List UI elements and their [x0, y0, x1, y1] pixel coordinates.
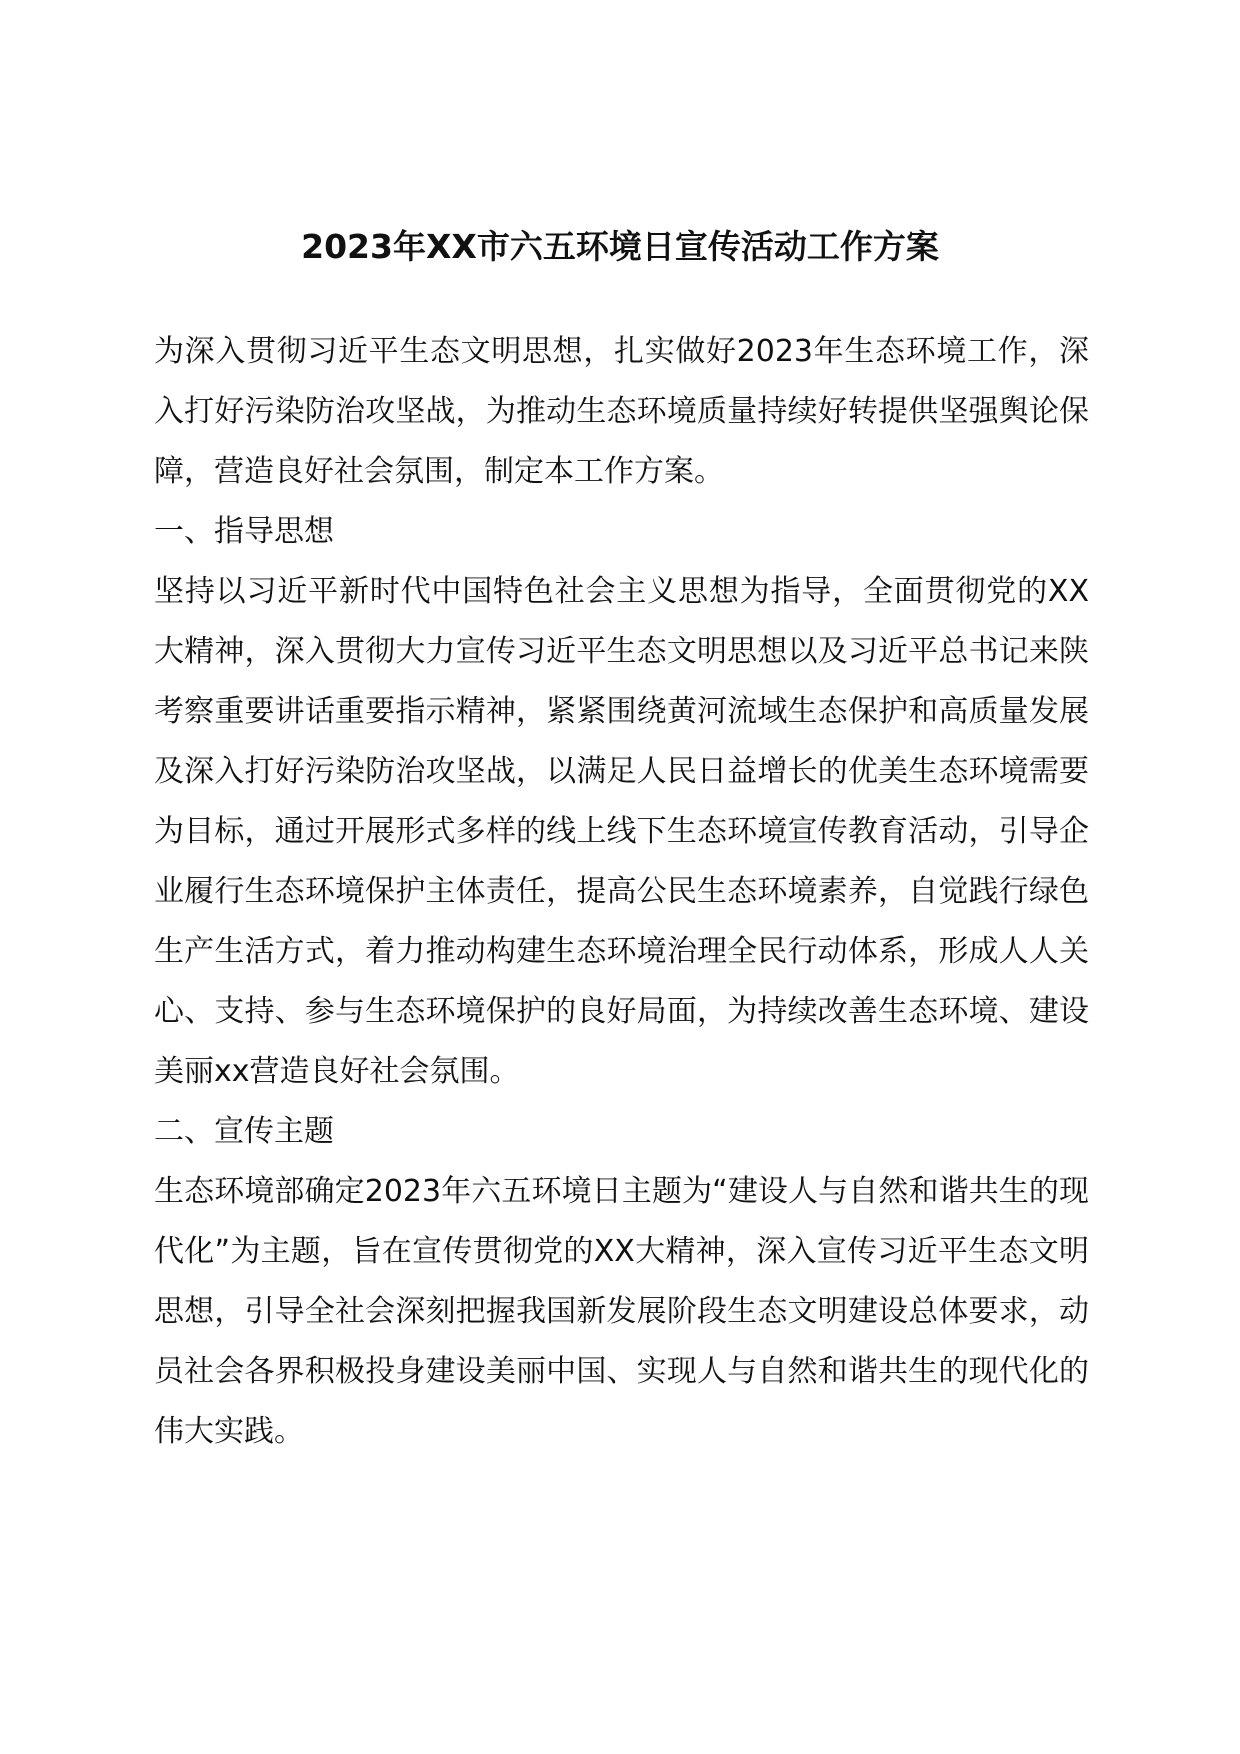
intro-paragraph: 为深入贯彻习近平生态文明思想，扎实做好2023年生态环境工作，深入打好污染防治攻坚战，为推动生态环境质量持续好转提供坚强舆论保障，营造良好社会氛围，制定本工作方案。	[154, 334, 1089, 489]
document-title: 2023年XX市六五环境日宣传活动工作方案	[301, 227, 939, 266]
document-body	[154, 322, 1089, 1462]
section-body-theme: 生态环境部确定2023年六五环境日主题为“建设人与自然和谐共生的现代化”为主题，旨在宣传贯彻党的XX大精神，深入宣传习近平生态文明思想，引导全社会深刻把握我国新发展阶段生态文明建设总体要求，动员社会各界积极投身建设美丽中国、实现人与自然和谐共生的现代化的伟大实践。	[154, 1174, 1089, 1449]
section-heading-guiding-ideology: 一、指导思想	[154, 514, 334, 549]
section-heading-theme: 二、宣传主题	[154, 1114, 334, 1149]
section-body-guiding-ideology: 坚持以习近平新时代中国特色社会主义思想为指导，全面贯彻党的XX大精神，深入贯彻大力宣传习近平生态文明思想以及习近平总书记来陕考察重要讲话重要指示精神，紧紧围绕黄河流域生态保护和高质量发展及深入打好污染防治攻坚战，以满足人民日益增长的优美生态环境需要为目标，通过开展形式多样的线上线下生态环境宣传教育活动，引导企业履行生态环境保护主体责任，提高公民生态环境素养，自觉践行绿色生产生活方式，着力推动构建生态环境治理全民行动体系，形成人人关心、支持、参与生态环境保护的良好局面，为持续改善生态环境、建设美丽xx营造良好社会氛围。	[154, 574, 1089, 1089]
